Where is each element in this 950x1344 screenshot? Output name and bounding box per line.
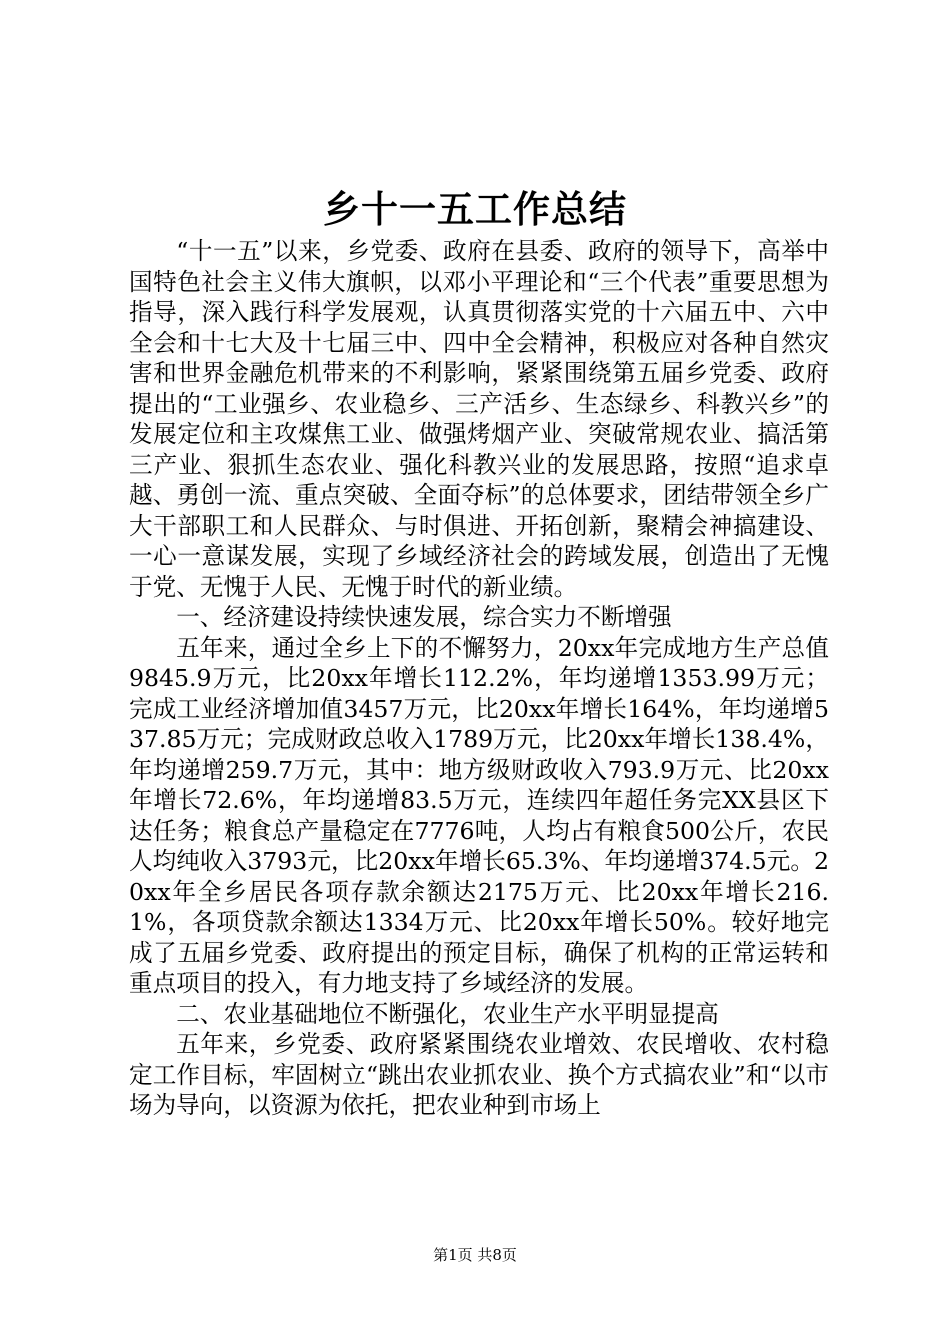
economy-paragraph: 五年来，通过全乡上下的不懈努力，20xx年完成地方生产总值9845.9万元，比20xx年增长112.2%，年均递增1353.99万元；完成工业经济增加值3457万元，比20xx年增长164%，年均递增537.85万元；完成财政总收入1789万元，比20xx年增长138.4%，年均递增259.7万元，其中：地方级财政收入793.9万元、比20xx年增长72.6%，年均递增83.5万元，连续四年超任务完XX县区下达任务；粮食总产量稳定在7776吨，人均占有粮食500公斤，农民人均纯收入3793元，比20xx年增长65.3%、年均递增374.5元。20xx年全乡居民各项存款余额达2175万元、比20xx年增长216.1%，各项贷款余额达1334万元、比20xx年增长50%。较好地完成了五届乡党委、政府提出的预定目标，确保了机构的正常运转和重点项目的投入，有力地支持了乡域经济的发展。 [129, 633, 829, 997]
section-heading-agriculture: 二、农业基础地位不断强化，农业生产水平明显提高 [176, 999, 719, 1028]
agriculture-paragraph: 五年来，乡党委、政府紧紧围绕农业增效、农民增收、农村稳定工作目标，牢固树立“跳出农业抓农业、换个方式搞农业”和“以市场为导向，以资源为依托，把农业种到市场上 [129, 1030, 829, 1119]
document-title: 乡十一五工作总结 [323, 187, 627, 231]
page-number-footer: 第1页 共8页 [433, 1246, 517, 1264]
intro-paragraph: “十一五”以来，乡党委、政府在县委、政府的领导下，高举中国特色社会主义伟大旗帜，以邓小平理论和“三个代表”重要思想为指导，深入践行科学发展观，认真贯彻落实党的十六届五中、六中全会和十七大及十七届三中、四中全会精神，积极应对各种自然灾害和世界金融危机带来的不利影响，紧紧围绕第五届乡党委、政府提出的“工业强乡、农业稳乡、三产活乡、生态绿乡、科教兴乡”的发展定位和主攻煤焦工业、做强烤烟产业、突破常规农业、搞活第三产业、狠抓生态农业、强化科教兴业的发展思路，按照“追求卓越、勇创一流、重点突破、全面夺标”的总体要求，团结带领全乡广大干部职工和人民群众、与时俱进、开拓创新，聚精会神搞建设、一心一意谋发展，实现了乡域经济社会的跨域发展，创造出了无愧于党、无愧于人民、无愧于时代的新业绩。 [129, 237, 829, 601]
document-body [129, 236, 829, 1121]
section-heading-economy: 一、经济建设持续快速发展，综合实力不断增强 [176, 603, 672, 631]
